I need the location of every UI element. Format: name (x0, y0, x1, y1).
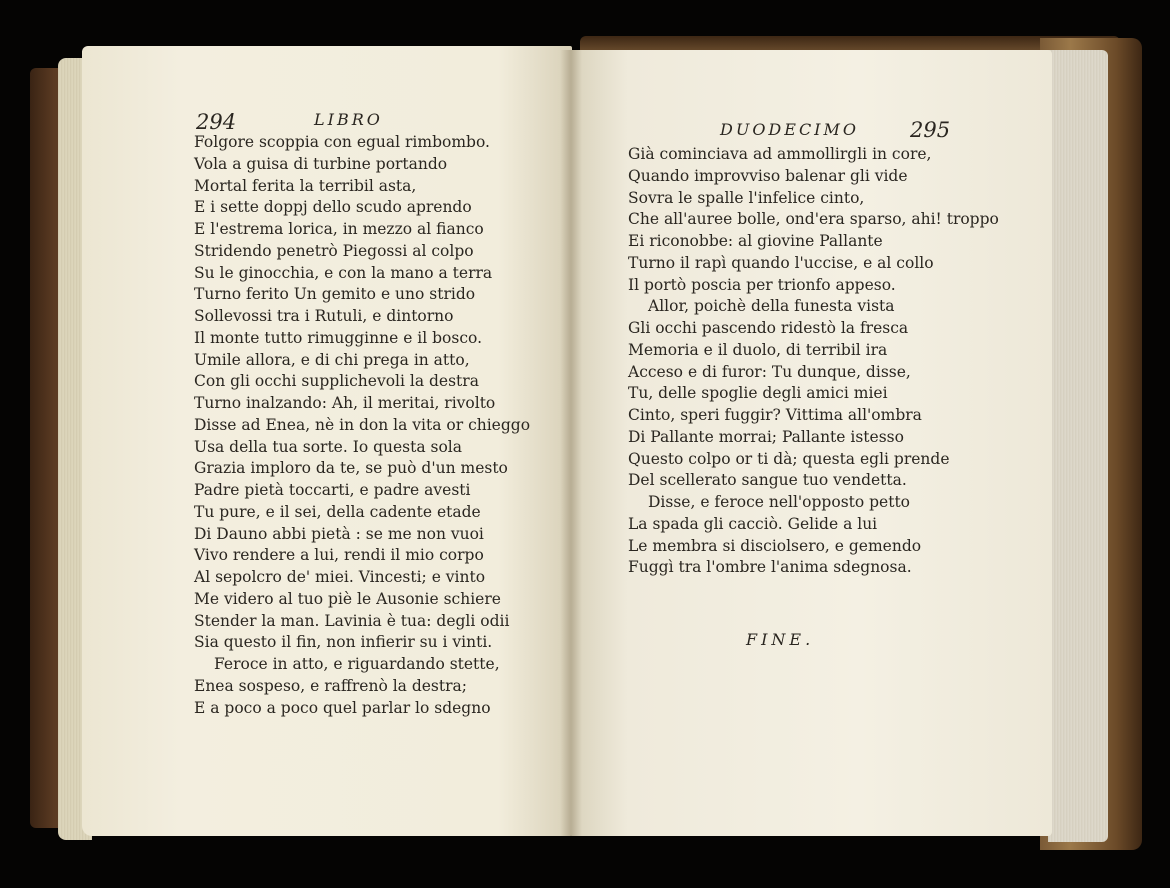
verse-line: Disse ad Enea, nè in don la vita or chieggo (194, 415, 531, 434)
verse-line: E i sette doppj dello scudo aprendo (194, 198, 472, 217)
verse-line: Folgore scoppia con egual rimbombo. (194, 133, 490, 151)
verse-line: Le membra si disciolsero, e gemendo (628, 536, 922, 555)
verse-line: Ei riconobbe: al giovine Pallante (628, 232, 883, 250)
right-page (570, 50, 1052, 836)
verse-line: Enea sospeso, e raffrenò la destra; (194, 676, 467, 695)
verse-line: Fuggì tra l'ombre l'anima sdegnosa. (628, 558, 912, 577)
left-page-text (194, 132, 530, 719)
running-head-left: LIBRO (314, 110, 383, 129)
book-gutter (560, 50, 582, 836)
verse-line: Turno inalzando: Ah, il meritai, rivolto (194, 394, 496, 412)
verse-line: Me videro al tuo piè le Ausonie schiere (194, 589, 501, 608)
verse-line: Vivo rendere a lui, rendi il mio corpo (194, 546, 484, 565)
verse-line: Sovra le spalle l'infelice cinto, (628, 188, 865, 207)
verse-line: Già cominciava ad ammollirgli in core, (628, 145, 932, 163)
page-number-left: 294 (196, 110, 237, 134)
verse-line: Allor, poichè della funesta vista (648, 297, 895, 316)
verse-line: Con gli occhi supplichevoli la destra (194, 372, 479, 391)
verse-line: Di Dauno abbi pietà : se me non vuoi (194, 524, 484, 543)
verse-line: Umile allora, e di chi prega in atto, (194, 350, 470, 369)
verse-line: Al sepolcro de' miei. Vincesti; e vinto (194, 568, 486, 586)
page-number-right: 295 (910, 118, 951, 142)
verse-line: La spada gli cacciò. Gelide a lui (628, 514, 878, 533)
verse-line: Memoria e il duolo, di terribil ira (628, 340, 888, 359)
verse-line: Che all'auree bolle, ond'era sparso, ahi! troppo (628, 210, 999, 229)
verse-line: Quando improvviso balenar gli vide (628, 166, 908, 185)
verse-line: Padre pietà toccarti, e padre avesti (194, 481, 471, 499)
verse-line: Gli occhi pascendo ridestò la fresca (628, 319, 909, 337)
page-edges-right (1048, 50, 1108, 842)
verse-line: Feroce in atto, e riguardando stette, (214, 655, 500, 673)
verse-line: Di Pallante morrai; Pallante istesso (628, 427, 904, 446)
left-page (82, 46, 572, 836)
verse-line: Stender la man. Lavinia è tua: degli odii (194, 611, 510, 630)
right-page-text (628, 144, 999, 579)
verse-line: Vola a guisa di turbine portando (194, 154, 448, 173)
verse-line: Su le ginocchia, e con la mano a terra (194, 263, 493, 282)
verse-line: Disse, e feroce nell'opposto petto (648, 493, 911, 511)
verse-line: Acceso e di furor: Tu dunque, disse, (628, 362, 911, 381)
end-mark: FINE. (746, 630, 815, 649)
verse-line: Sia questo il fin, non infierir su i vinti. (194, 633, 493, 652)
verse-line: Grazia imploro da te, se può d'un mesto (194, 459, 508, 478)
verse-line: Questo colpo or ti dà; questa egli prende (628, 449, 950, 468)
verse-line: Sollevossi tra i Rutuli, e dintorno (194, 307, 454, 325)
running-head-right: DUODECIMO (720, 120, 859, 139)
verse-line: Cinto, speri fuggir? Vittima all'ombra (628, 406, 922, 424)
verse-line: Turno ferito Un gemito e uno strido (194, 285, 476, 304)
verse-line: Mortal ferita la terribil asta, (194, 176, 417, 195)
verse-line: Tu pure, e il sei, della cadente etade (194, 502, 481, 521)
verse-line: E a poco a poco quel parlar lo sdegno (194, 698, 491, 717)
verse-line: Turno il rapì quando l'uccise, e al collo (628, 253, 934, 272)
verse-line: Tu, delle spoglie degli amici miei (628, 384, 888, 403)
verse-line: Usa della tua sorte. Io questa sola (194, 437, 462, 456)
verse-line: Il monte tutto rimugginne e il bosco. (194, 328, 483, 347)
verse-line: Il portò poscia per trionfo appeso. (628, 275, 896, 294)
verse-line: Del scellerato sangue tuo vendetta. (628, 471, 907, 490)
verse-line: Stridendo penetrò Piegossi al colpo (194, 241, 474, 260)
verse-line: E l'estrema lorica, in mezzo al fianco (194, 220, 484, 238)
